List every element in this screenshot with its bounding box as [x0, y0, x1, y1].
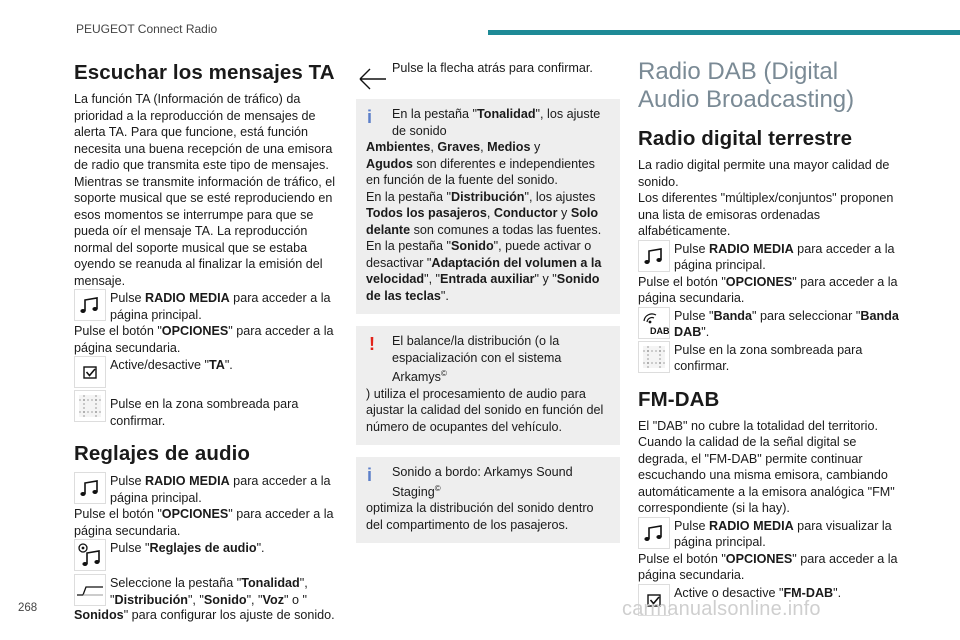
- column-left: [74, 58, 336, 624]
- music-note-icon: [74, 472, 106, 504]
- options-instruction-dab: Pulse el botón "OPCIONES" para acceder a la página secundaria.: [638, 274, 898, 305]
- music-note-icon: [74, 289, 106, 321]
- step-radio-media: Pulse RADIO MEDIA para acceder a la página principal.: [74, 289, 336, 323]
- terrestrial-body-1: La radio digital permite una mayor calidad de sonido.: [638, 158, 890, 189]
- dab-icon-label: DAB: [650, 325, 670, 336]
- step-shaded-zone: Pulse en la zona sombreada para confirmar.: [74, 390, 336, 429]
- shaded-zone-icon: [74, 390, 106, 422]
- step-audio-settings: Pulse "Reglajes de audio".: [74, 539, 336, 571]
- info-note-tonalidad: i En la pestaña "Tonalidad", los ajuste de sonido Ambientes, Graves, Medios y Agudos son diferentes e independientes en función de la fuente del sonido. En la pestaña "Distribución", los ajustes Todos los pasajeros, Conductor y Solo delante son comunes a todas las fuentes. En la pestaña "Sonido", puede activar o desactivar "Adaptación del volumen a la velocidad", "Entrada auxiliar" y "Sonido de las teclas".: [356, 99, 620, 314]
- checkbox-icon: [74, 356, 106, 388]
- section-title-fmdab: FM-DAB: [638, 387, 720, 411]
- info-note-arkamys: i Sonido a bordo: Arkamys Sound Staging© optimiza la distribución del sonido dentro del compartimento de los pasajeros.: [356, 457, 620, 543]
- step-band-dab: DAB Pulse "Banda" para seleccionar "Banda DAB".: [638, 307, 900, 341]
- terrestrial-body-2: Los diferentes "múltiplex/conjuntos" proponen una lista de emisoras ordenadas alfabéticamente.: [638, 191, 894, 238]
- info-icon: i: [367, 465, 373, 486]
- dab-band-icon: [638, 307, 670, 339]
- options-instruction: Pulse el botón "OPCIONES" para acceder a la página secundaria.: [74, 324, 334, 355]
- running-header: PEUGEOT Connect Radio: [76, 22, 218, 36]
- music-note-icon: [638, 517, 670, 549]
- shaded-zone-icon: [638, 341, 670, 373]
- step-radio-media-fmdab: Pulse RADIO MEDIA para visualizar la página principal.: [638, 517, 900, 551]
- back-arrow-icon: [356, 59, 388, 91]
- chapter-title-dab: Radio DAB (Digital Audio Broadcasting): [638, 58, 855, 113]
- step-back-arrow: Pulse la flecha atrás para confirmar.: [356, 59, 620, 91]
- column-right: [638, 58, 900, 616]
- footer-watermark-url[interactable]: carmanualsonline.info: [622, 598, 821, 620]
- warning-icon: !: [369, 334, 375, 354]
- column-middle: [356, 58, 620, 543]
- step-select-tab: Seleccione la pestaña "Tonalidad", "Distribución", "Sonido", "Voz" o ": [74, 574, 336, 608]
- options-instruction-fmdab: Pulse el botón "OPCIONES" para acceder a la página secundaria.: [638, 551, 898, 582]
- warning-note-balance: ! El balance/la distribución (o la espacialización con el sistema Arkamys© ) utiliza el procesamiento de audio para ajustar la calidad del sonido en función del número de ocupantes del vehículo.: [356, 326, 620, 445]
- step-radio-media-dab: Pulse RADIO MEDIA para acceder a la página principal.: [638, 240, 900, 274]
- options-instruction-audio: Pulse el botón "OPCIONES" para acceder a la página secundaria.: [74, 507, 334, 538]
- fmdab-body: El "DAB" no cubre la totalidad del territorio. Cuando la calidad de la señal digital se degrada, el "FM-DAB" permite continuar escuchando una misma emisora, cambiando automáticamente a la emisora analógica "FM" correspondiente (si la hay).: [638, 418, 895, 515]
- tab-icon: [74, 574, 106, 606]
- step-ta-toggle: Active/desactive "TA".: [74, 356, 336, 388]
- section-title-audio: Reglajes de audio: [74, 442, 250, 465]
- step-shaded-zone-dab: Pulse en la zona sombreada para confirmar.: [638, 341, 900, 375]
- info-icon: i: [367, 107, 373, 127]
- header-accent-bar: [488, 30, 960, 35]
- section-title-ta: Escuchar los mensajes TA: [74, 61, 335, 84]
- music-note-icon: [638, 240, 670, 272]
- ta-description: La función TA (Información de tráfico) da prioridad a la reproducción de mensajes de alerta TA. Para que funcione, está función necesita una buena recepción de una emisora de radio que transmita este tipo de mensajes. Mientras se transmite información de tráfico, el soporte musical que se esté reproduciendo en esos momentos se interrumpe para que se pueda oír el mensaje TA. La reproducción normal del soporte musical que se estaba oyendo se reanuda al finalizar la emisión del mensaje.: [74, 92, 336, 288]
- audio-settings-icon: [74, 539, 106, 571]
- step-fmdab-toggle: Active o desactive "FM-DAB".: [638, 584, 900, 616]
- step-radio-media-audio: Pulse RADIO MEDIA para acceder a la página principal.: [74, 472, 336, 506]
- tab-instruction-continued: Sonidos" para configurar los ajuste de sonido.: [74, 608, 335, 622]
- page-number: 268: [18, 602, 38, 614]
- section-title-terrestrial: Radio digital terrestre: [638, 127, 853, 150]
